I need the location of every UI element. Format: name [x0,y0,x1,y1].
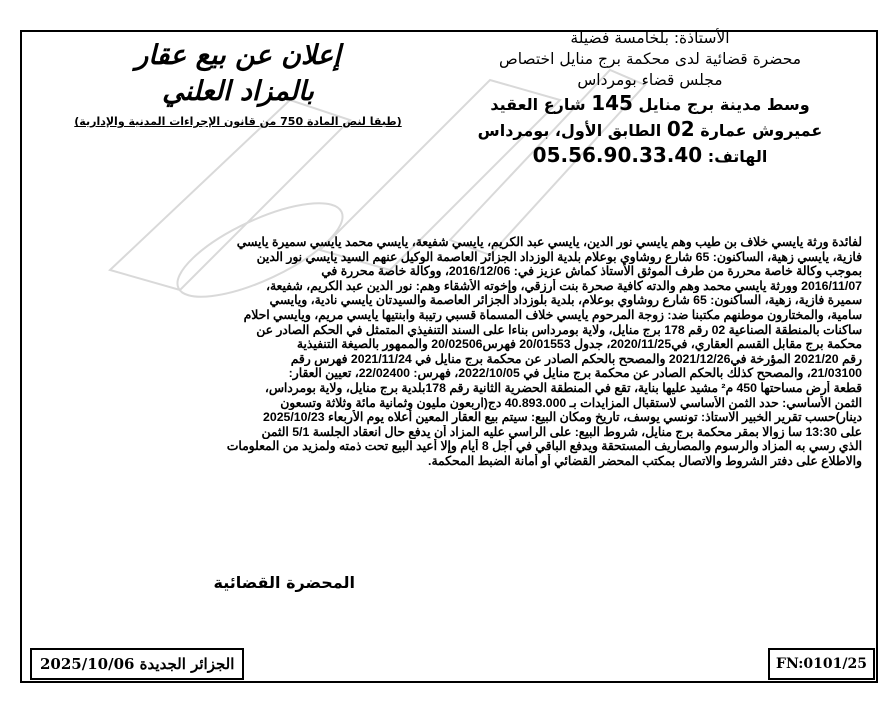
body-line: سميرة فازية، زهية، الساكنون: 65 شارع روشاوي بوعلام، بلدية بلوزداد الجزائر العاصمة والسيدتان يايسي نادية، ويايسي [269,293,862,308]
file-number-box: FN:0101/25 [768,648,875,680]
newspaper-date-box: الجزائر الجديدة 2025/10/06 [30,648,244,680]
body-line: ساكنات بالمنطقة الصناعية 02 رقم 178 برج منايل، ولاية بومرداس بناءا على السند التنفيذي المتمثل في الحكم الصادر عن [256,322,862,337]
body-line: قطعة أرض مساحتها 450 م² مشيد عليها بناية، تقع في المنطقة الحضرية الثانية رقم 178بلدية برج منايل، ولاية بومرداس، [264,380,862,395]
body-line: الثمن الأساسي: حدد الثمن الأساسي لاستقبال المزايدات بـ 40.893.000 دج(اربعون مليون وثمانية مائة وثلاثة وتسعون [280,395,862,410]
body-line: سامية، والمختارون موطنهم مكتبنا ضد: زوجة المرحوم يايسي خلاف المسماة قسبي رتيبة وابنتيها يايسي مريم، ويايسي احلام [243,307,862,322]
bailiff-jurisdiction: مجلس قضاء بومرداس [577,71,723,89]
bailiff-address-line2: عميروش عمارة 02 الطابق الأول، بومرداس [477,117,823,141]
bailiff-header [440,28,860,169]
announcement-title-line2: بالمزاد العلني [162,76,314,107]
body-line: دينار)حسب تقرير الخبير الاستاذ: تونسي يوسف، تاريخ ومكان البيع: سيتم بيع العقار المعين أعلاه يوم الأربعاء 2025/10/23 [263,410,862,425]
legal-reference-note: (طبقا لنص المادة 750 من قانون الإجراءات المدنية والإدارية) [74,115,402,128]
body-line: بموجب وكالة خاصة محررة من طرف الموثق الأستاذ كماش عزيز في: 2016/12/06، ووكالة خاصة محررة في [321,264,862,279]
bailiff-name: الأستاذة: بلخامسة فضيلة [570,29,730,47]
signature-label: المحضرة القضائية [213,573,355,592]
announcement-body [36,235,862,469]
body-line: 21/03100، والمصحح كذلك بالحكم الصادر عن محكمة برج منايل في 2022/10/05، فهرس: 22/02400، تعيين العقار: [288,366,862,381]
body-line: 2016/11/07 وورثة يايسي محمد وهم والدته كافية صحرة بنت أرزقي، وإخوته الأشقاء وهم: نور الدين عبد الكريم، شفيعة، [265,278,862,293]
body-line: محكمة برج مقابل القسم العقاري، في2020/11/25، جدول 20/01553 فهرس20/02506 والممهور بالصيغة التنفيذية [296,337,862,352]
body-line: لفائدة ورثة يايسي خلاف بن طيب وهم يايسي نور الدين، يايسي عبد الكريم، يايسي شفيعة، يايسي محمد يايسي سميرة يايسي [236,235,862,249]
announcement-title-line1: إعلان عن بيع عقار [135,40,341,71]
body-line: على 13:30 سا زوالا بمقر محكمة برج منايل، شروط البيع: على الراسي عليه المزاد أن يدفع حال انعقاد الجلسة 5/1 الثمن [261,424,862,439]
announcement-title-block [38,38,438,129]
body-line: الذي رسي به المزاد والرسوم والمصاريف المستحقة ويدفع الباقي في أجل 8 أيام وإلا أعيد البيع تحت ذمته ولمزيد من المعلومات [226,439,862,454]
body-line: والاطلاع على دفتر الشروط والاتصال بمكتب المحضر القضائي أو أمانة الضبط المحكمة. [428,453,862,468]
bailiff-address-line1: وسط مدينة برج منايل 145 شارع العقيد [490,91,810,115]
bailiff-title: محضرة قضائية لدى محكمة برج منايل اختصاص [498,50,802,68]
bailiff-phone: الهاتف: 05.56.90.33.40 [532,143,768,167]
body-line: رقم 2021/20 المؤرخة في2021/12/26 والمصحح بالحكم الصادر عن محكمة برج منايل في 2021/11/24 فهرس رقم [290,351,862,366]
body-line: فازية، يايسي زهية، الساكنون: 65 شارع روشاوي بوعلام بلدية الوزداد الجزائر العاصمة الوكيل عنهم السيد يايسي نور الدين [256,249,862,264]
